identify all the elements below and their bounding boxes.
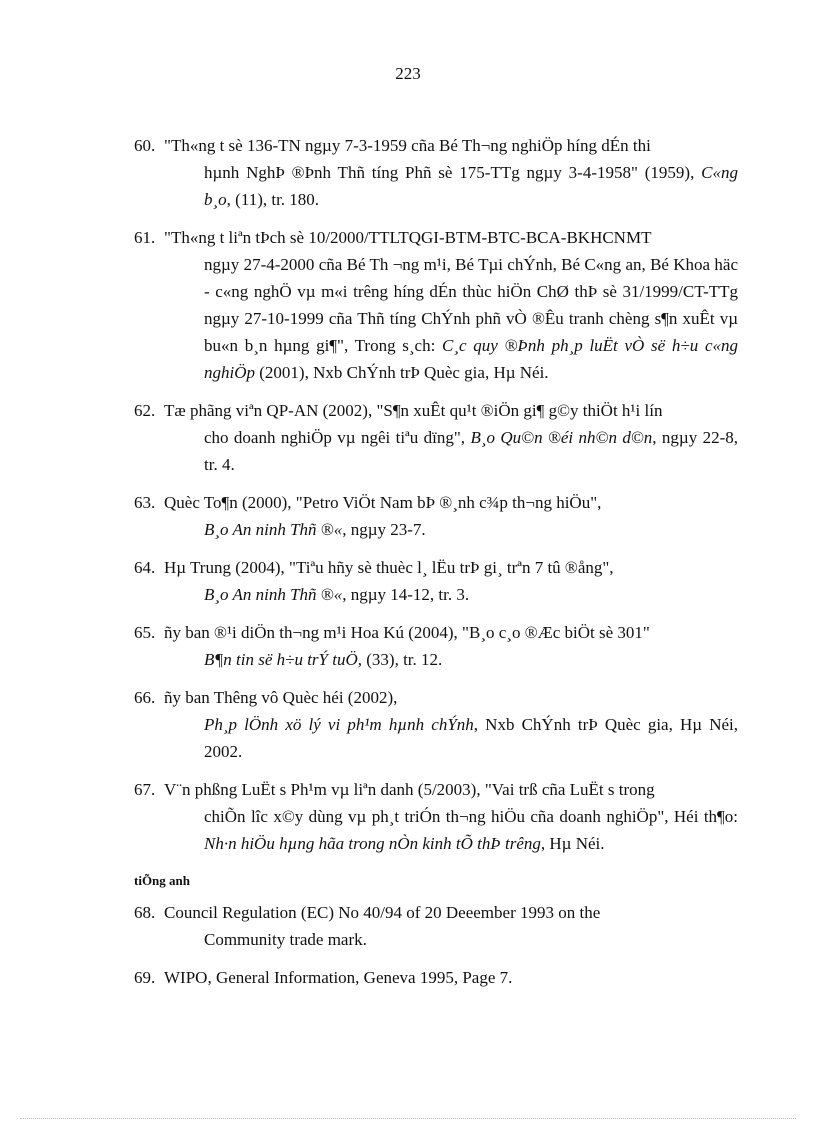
reference-source-title: B¶n tin së h÷u trÝ tuÖ xyxy=(204,650,358,669)
section-title: tiÕng anh xyxy=(134,873,190,888)
reference-source-title: C«ng b¸o xyxy=(204,163,738,209)
reference-number: 63. xyxy=(134,493,156,512)
reference-item xyxy=(134,776,738,857)
reference-details: , ngµy 23-7. xyxy=(342,520,426,539)
reference-source-title: B¸o An ninh Thñ ®« xyxy=(204,585,343,604)
reference-text: Community trade mark. xyxy=(204,930,367,949)
reference-details: , (11), tr. 180. xyxy=(226,190,320,209)
reference-item xyxy=(134,619,738,673)
reference-first-line: V¨n phßng LuËt s Ph¹m vµ liªn danh (5/2003), "Vai trß cña LuËt s trong xyxy=(164,780,655,799)
reference-first-line: "Th«ng t liªn tÞch sè 10/2000/TTLTQGI-BTM-BTC-BCA-BKHCNMT xyxy=(164,228,652,247)
reference-details: , Nxb ChÝnh trÞ Quèc gia, Hµ Néi, 2002. xyxy=(204,715,738,761)
page-number: 223 xyxy=(395,64,421,83)
reference-details: , Hµ Néi. xyxy=(540,834,605,853)
reference-item xyxy=(134,684,738,765)
reference-item xyxy=(134,489,738,543)
reference-first-line: "Th«ng t sè 136-TN ngµy 7-3-1959 cña Bé Th¬ng nghiÖp híng dÉn thi xyxy=(164,136,651,155)
reference-list-vietnamese xyxy=(134,132,738,857)
reference-number: 65. xyxy=(134,623,156,642)
reference-continuation xyxy=(204,424,738,478)
reference-continuation xyxy=(204,516,738,543)
reference-continuation xyxy=(204,159,738,213)
reference-source-title: B¸o An ninh Thñ ®« xyxy=(204,520,343,539)
reference-number: 69. xyxy=(134,968,156,987)
reference-number: 67. xyxy=(134,780,156,799)
reference-list xyxy=(134,132,738,1002)
reference-source-title: C¸c quy ®Þnh ph¸p luËt vÒ së h÷u c«ng nghiÖp xyxy=(204,336,738,382)
reference-first-line: Council Regulation (EC) No 40/94 of 20 Deeember 1993 on the xyxy=(164,903,601,922)
reference-continuation xyxy=(204,251,738,386)
reference-source-title: B¸o Qu©n ®éi nh©n d©n xyxy=(470,428,653,447)
reference-continuation xyxy=(204,926,738,953)
reference-item xyxy=(134,554,738,608)
reference-first-line: Hµ Trung (2004), "Tiªu hñy sè thuèc l¸ lËu trÞ gi¸ trªn 7 tû ®ång", xyxy=(164,558,614,577)
reference-first-line: ñy ban Thêng vô Quèc héi (2002), xyxy=(164,688,398,707)
reference-item xyxy=(134,899,738,953)
reference-text: ngµy 27-4-2000 cña Bé Th ¬ng m¹i, Bé Tµi chÝnh, Bé C«ng an, Bé Khoa häc - c«ng nghÖ vµ m«i trêng híng dÉn thùc hiÖn ChØ thÞ sè 31/1999/CT-TTg ngµy 27-10-1999 cña Thñ tíng ChÝnh phñ vÒ ®Êu tranh chèng s¶n xuÊt vµ bu«n b¸n hµng gi¶", Trong s¸ch: xyxy=(204,255,738,355)
reference-details: , ngµy 22-8, tr. 4. xyxy=(204,428,739,474)
reference-first-line: Tæ phãng viªn QP-AN (2002), "S¶n xuÊt qu¹t ®iÖn gi¶ g©y thiÖt h¹i lín xyxy=(164,401,663,420)
reference-source-title: Ph¸p lÖnh xö lý vi ph¹m hµnh chÝnh xyxy=(204,715,474,734)
reference-text: hµnh NghÞ ®Þnh Thñ tíng Phñ sè 175-TTg ngµy 3-4-1958" (1959), xyxy=(204,163,695,182)
reference-item xyxy=(134,132,738,213)
reference-continuation xyxy=(204,581,738,608)
reference-item xyxy=(134,964,738,991)
footer-divider xyxy=(20,1118,796,1119)
reference-item xyxy=(134,397,738,478)
reference-number: 62. xyxy=(134,401,156,420)
reference-number: 60. xyxy=(134,136,156,155)
reference-list-english xyxy=(134,899,738,991)
reference-continuation xyxy=(204,803,738,857)
reference-number: 66. xyxy=(134,688,156,707)
reference-first-line: Quèc To¶n (2000), "Petro ViÖt Nam bÞ ®¸nh c¾p th¬ng hiÖu", xyxy=(164,493,602,512)
reference-first-line: WIPO, General Information, Geneva 1995, Page 7. xyxy=(164,968,513,987)
reference-number: 61. xyxy=(134,228,156,247)
reference-number: 68. xyxy=(134,903,156,922)
reference-text: cho doanh nghiÖp vµ ngêi tiªu dïng", xyxy=(204,428,466,447)
reference-continuation xyxy=(204,646,738,673)
reference-continuation xyxy=(204,711,738,765)
reference-source-title: Nh·n hiÖu hµng hãa trong nÒn kinh tÕ thÞ trêng xyxy=(204,834,541,853)
reference-details: (2001), Nxb ChÝnh trÞ Quèc gia, Hµ Néi. xyxy=(255,363,549,382)
reference-number: 64. xyxy=(134,558,156,577)
reference-item xyxy=(134,224,738,386)
reference-text: chiÕn lîc x©y dùng vµ ph¸t triÓn th¬ng hiÖu cña doanh nghiÖp", Héi th¶o: xyxy=(204,807,738,826)
reference-details: , (33), tr. 12. xyxy=(357,650,443,669)
reference-details: , ngµy 14-12, tr. 3. xyxy=(342,585,470,604)
reference-first-line: ñy ban ®¹i diÖn th¬ng m¹i Hoa Kú (2004), "B¸o c¸o ®Æc biÖt sè 301" xyxy=(164,623,650,642)
